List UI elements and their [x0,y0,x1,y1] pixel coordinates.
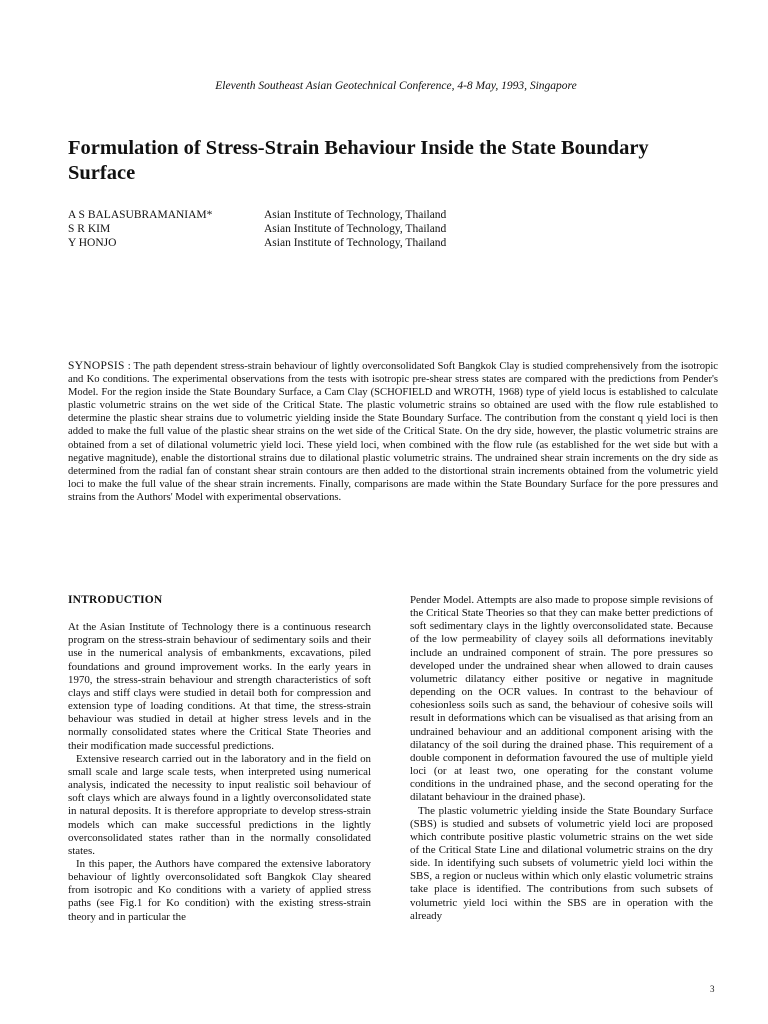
body-paragraph: The plastic volumetric yielding inside the State Boundary Surface (SBS) is studied and subsets of volumetric yield loci are proposed which contribute positive plastic volumetric strains on the wet side of the Critical State Line and dilational volumetric strains on the dry side. In identifying such subsets of volumetric yield loci within the SBS, a region or nucleus within which only elastic volumetric strains take place is identified. The contributions from such subsets of volumetric yield loci within the SBS are in operation with the already [410,804,713,922]
synopsis-text: The path dependent stress-strain behaviour of lightly overconsolidated Soft Bangkok Clay is studied comprehensively from the isotropic and Ko conditions. The experimental observations from the tests with isotropic pre-shear stress states are compared with the predictions from Pender's Model. For the region inside the State Boundary Surface, a Cam Clay (SCHOFIELD and WROTH, 1968) type of yield locus is established to calculate plastic volumetric strains on the wet side of the Critical State. The plastic volumetric strains so obtained are used with the flow rule established to determine the plastic shear strains due to volumetric yielding inside the State Boundary Surface. The contribution from the constant q yield loci is then added to make the full value of the plastic shear strains on the wet side of the Critical State. On the dry side, however, the plastic volumetric strains are obtained from a set of dilational volumetric yield loci. These yield loci, when combined with the flow rule (as established for the wet side but with a negative magnitude), enable the distortional strains due to dilational plastic volumetric strains. The undrained shear strain increments on the dry side as determined from the radial fan of constant shear strain contours are then added to the distortional strain increments obtained from the volumetric yield loci to make the full value of the shear strain increments. Finally, comparisons are made within the State Boundary Surface for the pore pressures and strains from the Authors' Model with experimental observations. [68,361,718,503]
author-affiliation: Asian Institute of Technology, Thailand [264,209,447,221]
author-name: S R KIM [68,223,111,235]
body-paragraph: At the Asian Institute of Technology there is a continuous research program on the stress-strain behaviour of sedimentary soils and their use in the numerical analysis of embankments, excavations, piled foundations and ground improvement works. In the early years in 1970, the stress-strain behaviour and strength characteristics of soft clays and stiff clays were studied in detail both for compression and extension type of loading conditions. At that time, the stress-strain behaviour was studied in detail at higher stress levels and in the normally consolidated states where the Critical State Theories and their modification made successful predictions. [68,621,371,752]
synopsis-paragraph [68,360,718,504]
left-column [68,594,371,924]
author-name: Y HONJO [68,237,117,249]
synopsis-label: SYNOPSIS [68,360,125,372]
body-paragraph: Pender Model. Attempts are also made to propose simple revisions of the Critical State Theories so that they can make better predictions of soft sedimentary clays in the lightly overconsolidated state. Because of the low permeability of clayey soils all deformations inevitably include an undrained component of strain. The pore pressures so developed under the undrained shear when allowed to drain causes volumetric dilatancy either positive or negative in magnitude depending on the OCR values. In contrast to the behaviour of cohesionless soils such as sand, the behaviour of cohesive soils will result in deformations which can be visualised as that arising from an undrained behaviour and an additional component arising with the dilatancy of the soil during the drained phase. This requirement of a double component in deformation favoured the use of multiple yield loci (or at least two, one operating for the constant volume conditions in the undrained phase, and the second operating for the dilatant behaviour in the drained phase). [410,594,713,804]
author-row [68,208,446,222]
author-row [68,222,446,236]
conference-header: Eleventh Southeast Asian Geotechnical Conference, 4-8 May, 1993, Singapore [215,80,577,92]
author-affiliation: Asian Institute of Technology, Thailand [264,237,447,249]
page-number: 3 [710,984,715,994]
author-name: A S BALASUBRAMANIAM* [68,209,213,221]
paper-title: Formulation of Stress-Strain Behaviour Inside the State Boundary Surface [68,137,649,184]
synopsis-separator: : [124,361,134,372]
body-paragraph: Extensive research carried out in the laboratory and in the field on small scale and large scale tests, when interpreted using numerical analysis, indicated the necessity to input realistic soil behaviour of soft clays which are always found in a lightly overconsolidated state in natural deposits. It is therefore appropriate to develop stress-strain models which can make successful predictions in the lightly overconsolidated states rather than in the normally consolidated states. [68,752,371,857]
right-column [410,594,713,923]
author-row [68,236,446,250]
section-heading-introduction: INTRODUCTION [68,594,163,606]
body-paragraph: In this paper, the Authors have compared the extensive laboratory behaviour of lightly overconsolidated soft Bangkok Clay sheared from isotropic and Ko conditions with a variety of applied stress paths (see Fig.1 for Ko condition) with the existing stress-strain theory and in particular the [68,857,371,923]
author-affiliation: Asian Institute of Technology, Thailand [264,223,447,235]
author-list [68,208,446,250]
